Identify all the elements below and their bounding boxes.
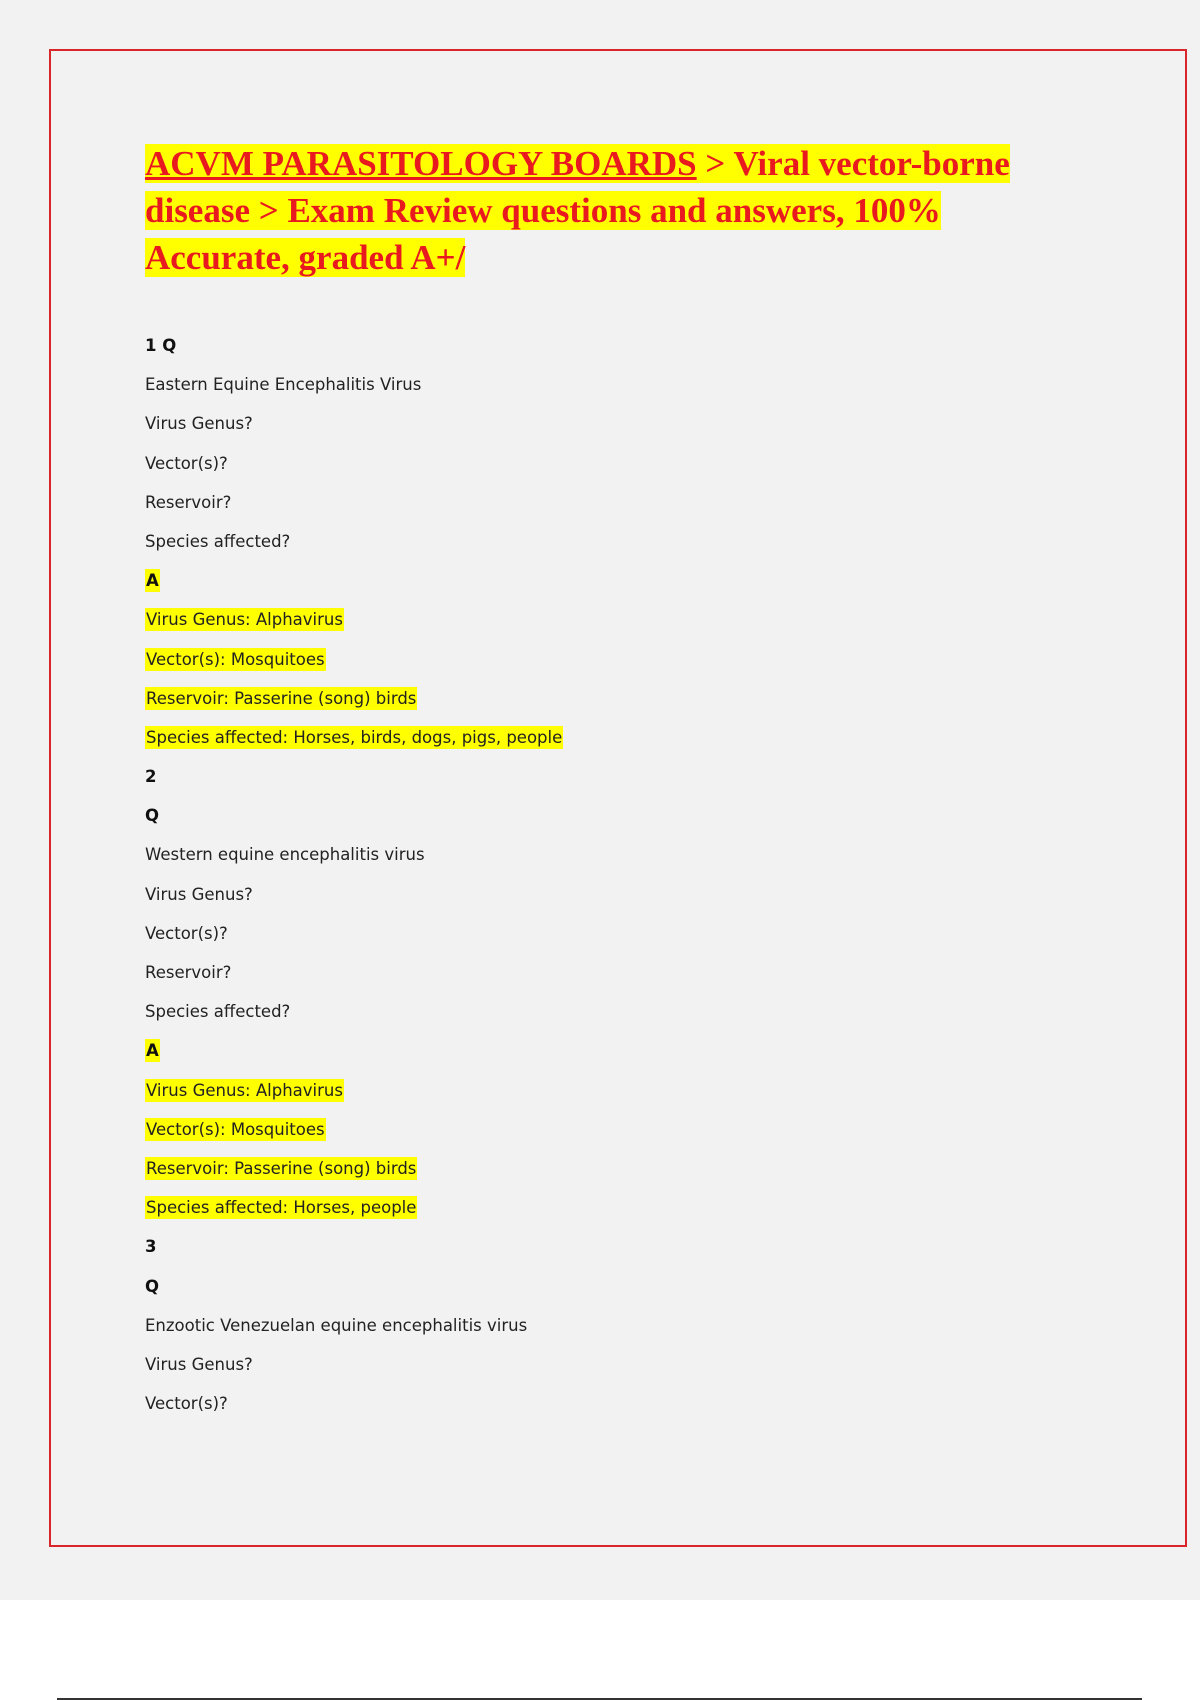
line-text: Q — [145, 1276, 160, 1296]
question-line — [145, 483, 1045, 522]
answer-line — [145, 1031, 1045, 1070]
title-rest: > Viral vector-borne disease > Exam Review questions and answers, 100% Accurate, graded A+/ — [145, 144, 1010, 277]
line-text: Eastern Equine Encephalitis Virus — [145, 375, 422, 395]
line-text: Species affected? — [145, 1002, 291, 1022]
line-text: Species affected: Horses, people — [146, 1198, 417, 1218]
line-text: Vector(s)? — [145, 1394, 228, 1414]
answer-line — [145, 1188, 1045, 1227]
question-line — [145, 1306, 1045, 1345]
line-text: Enzootic Venezuelan equine encephalitis virus — [145, 1315, 528, 1335]
line-text: Reservoir? — [145, 492, 232, 512]
line-text: Virus Genus: Alphavirus — [146, 610, 343, 630]
line-text: Virus Genus? — [145, 884, 253, 904]
line-text: Reservoir: Passerine (song) birds — [146, 688, 417, 708]
question-line — [145, 796, 1045, 835]
question-line — [145, 992, 1045, 1031]
line-text: 1 Q — [145, 336, 177, 355]
question-line — [145, 757, 1045, 796]
line-text: Q — [145, 806, 160, 826]
answer-line — [145, 640, 1045, 679]
question-line — [145, 953, 1045, 992]
question-line — [145, 365, 1045, 404]
line-text: Vector(s): Mosquitoes — [146, 649, 325, 669]
answer-line — [145, 1110, 1045, 1149]
question-line — [145, 875, 1045, 914]
line-text: Virus Genus? — [145, 414, 253, 434]
line-text: Reservoir: Passerine (song) birds — [146, 1158, 417, 1178]
question-line — [145, 1227, 1045, 1266]
answer-line — [145, 1071, 1045, 1110]
line-text: Vector(s)? — [145, 453, 228, 473]
question-line — [145, 404, 1045, 443]
question-line — [145, 444, 1045, 483]
line-text: Species affected: Horses, birds, dogs, pigs, people — [146, 727, 563, 747]
question-line — [145, 835, 1045, 874]
answer-line — [145, 561, 1045, 600]
line-text: 3 — [145, 1237, 157, 1257]
question-line — [145, 1267, 1045, 1306]
line-text: Vector(s)? — [145, 923, 228, 943]
answer-line — [145, 600, 1045, 639]
line-text: Reservoir? — [145, 963, 232, 982]
question-line — [145, 522, 1045, 561]
line-text: Virus Genus? — [145, 1354, 253, 1374]
question-line — [145, 1384, 1045, 1423]
title-link[interactable]: ACVM PARASITOLOGY BOARDS — [145, 144, 697, 183]
line-text: Western equine encephalitis virus — [145, 845, 425, 865]
line-text: 2 — [145, 767, 157, 787]
document-title — [145, 140, 1075, 281]
line-text: Vector(s): Mosquitoes — [146, 1119, 325, 1139]
line-text: A — [146, 571, 159, 591]
answer-line — [145, 718, 1045, 757]
question-line — [145, 914, 1045, 953]
question-line — [145, 1345, 1045, 1384]
line-text: Species affected? — [145, 531, 291, 551]
question-line — [145, 326, 1045, 365]
question-answer-list — [145, 326, 1045, 1423]
line-text: A — [146, 1041, 159, 1061]
answer-line — [145, 679, 1045, 718]
line-text: Virus Genus: Alphavirus — [146, 1080, 343, 1100]
answer-line — [145, 1149, 1045, 1188]
